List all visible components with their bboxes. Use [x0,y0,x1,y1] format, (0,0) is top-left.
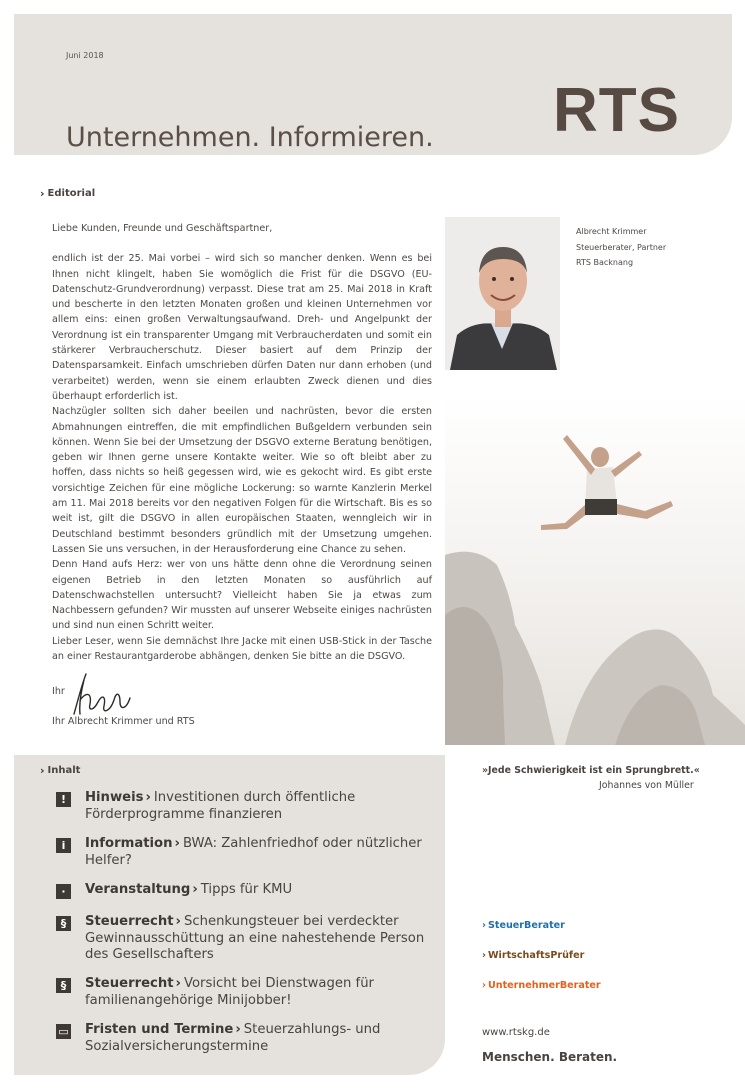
salutation: Liebe Kunden, Freunde und Geschäftspartner, [52,223,273,234]
chevron-right-icon: › [482,980,486,991]
contents-heading [40,764,80,777]
editorial-paragraph: Denn Hand aufs Herz: wer von uns hätte denn ohne die Verordnung seinen eigenen Betrieb in den letzten Monaten so ausführlich auf Datenschwachstellen untersucht? Vielleicht haben Sie ja etwas zum Nachbessern gefunden? Wir mussten auf unserer Webseite einiges nachrüsten und sind nun einen Schritt weiter. [52,559,432,632]
toc-title: Investitionen durch öffentliche Förderprogramme finanzieren [85,790,356,822]
toc-item-information[interactable] [56,836,426,869]
toc-category: Hinweis [85,790,144,805]
brand-label: SteuerBerater [487,920,565,931]
chevron-right-icon: › [482,950,486,961]
toc-title: Steuerzahlungs- und Sozialversicherungstermine [85,1022,381,1054]
toc-category: Veranstaltung [85,882,191,897]
jumping-man-photo [445,395,745,745]
toc-item-hinweis[interactable] [56,790,426,823]
rts-logo: RTS [553,76,680,145]
author-role: Steuerberater, Partner [576,242,667,252]
brand-wirtschaftspruefer [482,950,584,961]
calendar-icon: · [56,884,71,899]
toc-item-text [85,914,426,964]
editorial-paragraph: endlich ist der 25. Mai vorbei – wird sich so mancher denken. Wenn es bei Ihnen nicht klingelt, haben Sie womöglich die Frist für die DSGVO (EU-Datenschutz-Grundverordnung) verpasst. Diese trat am 25. Mai 2018 in Kraft und bescherte in den letzten Monaten großen und kleinen Unternehmen vor allem eins: einen großen Verwaltungsaufwand. Dreh- und Angelpunkt der Verordnung ist ein transparenter Umgang mit Verbraucherdaten und somit ein stärkerer Verbraucherschutz. Dieser basiert auf dem Prinzip der Datensparsamkeit. Einfach umschrieben dürfen Daten nur dann erhoben (und verarbeitet) werden, wenn sie einem erlaubten Zweck dienen und dies überhaupt erforderlich ist. [52,253,432,402]
author-portrait [445,217,560,370]
chevron-right-icon: › [235,1022,241,1037]
toc-item-text [85,1022,426,1055]
toc-item-steuerrecht-2[interactable] [56,976,426,1009]
claim: Menschen. Beraten. [482,1050,618,1064]
editorial-heading [40,187,95,200]
tagline: Unternehmen. Informieren. [66,122,434,153]
chevron-right-icon: › [40,187,45,200]
toc-title: Vorsicht bei Dienstwagen für familienangehörige Minijobber! [85,976,374,1008]
brand-unternehmerberater [482,980,601,991]
toc-item-text [85,882,292,899]
quote-text: »Jede Schwierigkeit ist ein Sprungbrett.« [482,765,700,776]
rock-jump-illustration [445,395,745,745]
toc-item-steuerrecht-1[interactable] [56,914,426,964]
quote-author: Johannes von Müller [599,780,694,791]
paragraph-icon: § [56,978,71,993]
author-info [576,224,666,271]
toc-item-text [85,976,426,1009]
info-icon: i [56,838,71,853]
editorial-paragraph: Lieber Leser, wenn Sie demnächst Ihre Jacke mit einen USB-Stick in der Tasche an einer Restaurantgarderobe abhängen, denken Sie bitte an die DSGVO. [52,635,432,663]
toc-item-veranstaltung[interactable] [56,882,426,899]
author-name: Albrecht Krimmer [576,227,647,236]
portrait-illustration [445,217,560,370]
chevron-right-icon: › [175,914,181,929]
toc-item-text [85,836,426,869]
chevron-right-icon: › [40,764,45,777]
author-office: RTS Backnang [576,258,634,267]
chevron-right-icon: › [145,790,151,805]
toc-category: Information [85,836,173,851]
handwritten-signature [64,670,142,718]
editorial-label: Editorial [47,188,96,199]
brand-label: WirtschaftsPrüfer [487,950,585,961]
editorial-paragraph: Nachzügler sollten sich daher beeilen und nachrüsten, bevor die ersten Abmahnungen eintreffen, die mit empfindlichen Bußgeldern verbunden sein können. Wenn Sie bei der Umsetzung der DSGVO externe Beratung benötigen, geben wir Ihnen gerne unsere Kontakte weiter. Wie so oft bleibt aber zu hoffen, dass nichts so heiß gegessen wird, wie es gekocht wird. Es gibt erste vorsichtige Zeichen für eine mögliche Lockerung: so warnte Kanzlerin Merkel am 11. Mai 2018 bereits vor den negativen Folgen für die Wirtschaft. Bis es so weit ist, gilt die DSGVO in allen europäischen Staaten, wenngleich wir in Deutschland bestimmt besonders gründlich mit der Umsetzung umgehen. Lassen Sie uns versuchen, in der Herausforderung eine Chance zu sehen. [52,406,432,555]
toc-category: Steuerrecht [85,976,174,991]
toc-item-text [85,790,426,823]
toc-category: Steuerrecht [85,914,174,929]
folder-icon: ▭ [56,1024,71,1039]
chevron-right-icon: › [175,976,181,991]
brand-label: UnternehmerBerater [487,980,601,991]
contents-label: Inhalt [47,765,81,776]
signature-prefix: Ihr [52,686,65,697]
header-band [14,14,732,155]
brand-steuerberater [482,920,565,931]
chevron-right-icon: › [482,920,486,931]
editorial-body [52,221,432,664]
exclamation-icon: ! [56,792,71,807]
toc-title: Tipps für KMU [200,882,293,897]
chevron-right-icon: › [192,882,198,897]
sign-off: Ihr Albrecht Krimmer und RTS [52,716,195,727]
chevron-right-icon: › [174,836,180,851]
issue-date: Juni 2018 [66,51,104,60]
paragraph-icon: § [56,916,71,931]
website-link[interactable]: www.rtskg.de [482,1027,550,1038]
toc-title: BWA: Zahlenfriedhof oder nützlicher Helfer? [85,836,422,868]
toc-category: Fristen und Termine [85,1022,234,1037]
toc-title: Schenkungsteuer bei verdeckter Gewinnausschüttung an eine nahestehende Person des Gesellschafters [85,914,425,962]
toc-item-fristen[interactable] [56,1022,426,1055]
